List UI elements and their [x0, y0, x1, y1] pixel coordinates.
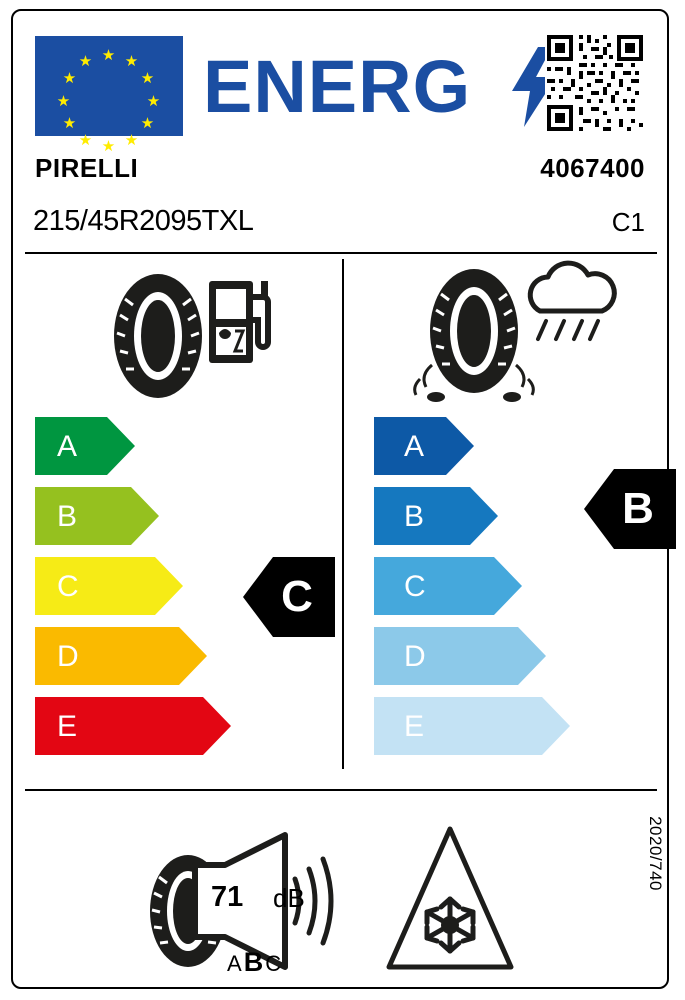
label-header: [13, 11, 667, 155]
eu-flag-icon: ★ ★ ★ ★ ★ ★ ★ ★ ★ ★ ★ ★: [35, 36, 183, 136]
tyre-energy-label: [11, 9, 669, 989]
fuel-pictograms: [25, 259, 341, 419]
noise-class-a: A: [227, 951, 244, 976]
fuel-selected-grade: C: [281, 572, 313, 621]
grade-letter: A: [57, 430, 78, 463]
grade-letter: B: [57, 500, 78, 533]
product-code: 4067400: [540, 153, 645, 183]
grade-row: [374, 417, 685, 477]
fuel-pump-icon: [205, 273, 275, 368]
grade-bar-c: [374, 557, 522, 615]
noise-group: [141, 819, 371, 984]
qr-code-icon: [545, 33, 645, 133]
grade-row: [35, 417, 351, 477]
tyre-icon: [103, 271, 213, 401]
page-title: ENERG: [203, 45, 472, 128]
grade-bar-d: [374, 627, 546, 685]
brand-name: PIRELLI: [35, 153, 139, 183]
noise-class-scale: [227, 947, 283, 978]
divider-top: [25, 252, 657, 254]
grade-row: [374, 697, 685, 757]
fuel-efficiency-section: [25, 259, 341, 779]
grade-row: [35, 487, 351, 547]
grade-letter: A: [404, 430, 425, 463]
grade-bar-b: [35, 487, 159, 545]
wet-selected-grade-marker: [584, 469, 676, 549]
brand-row: [13, 147, 667, 195]
noise-class-c: C: [265, 951, 284, 976]
noise-value: 71: [211, 881, 244, 913]
noise-class-b: B: [243, 947, 266, 977]
grade-letter: E: [404, 710, 425, 743]
grade-row: [374, 557, 685, 617]
divider-bottom: [25, 789, 657, 791]
wet-grip-section: [346, 259, 657, 779]
grade-row: [35, 697, 351, 757]
tyre-size: 215/45R2095TXL: [33, 205, 254, 237]
grade-bar-b: [374, 487, 498, 545]
rain-cloud-icon: [512, 267, 622, 357]
noise-unit: dB: [273, 883, 305, 913]
grade-letter: D: [57, 640, 79, 673]
grade-letter: B: [404, 500, 425, 533]
grade-bar-a: [35, 417, 135, 475]
grade-letter: E: [57, 710, 78, 743]
grade-letter: C: [404, 570, 426, 603]
grade-letter: C: [57, 570, 79, 603]
snowflake-mountain-icon: [385, 821, 515, 976]
grade-row: [374, 627, 685, 687]
snow-group: [385, 821, 515, 981]
fuel-selected-grade-marker: [243, 557, 335, 637]
grade-letter: D: [404, 640, 426, 673]
tyre-size-row: [13, 205, 667, 247]
bottom-section: [13, 801, 667, 996]
label-date: 2020/740: [646, 816, 665, 891]
wet-selected-grade: B: [622, 484, 654, 533]
tyre-class: C1: [611, 207, 645, 237]
wet-pictograms: [346, 259, 657, 419]
